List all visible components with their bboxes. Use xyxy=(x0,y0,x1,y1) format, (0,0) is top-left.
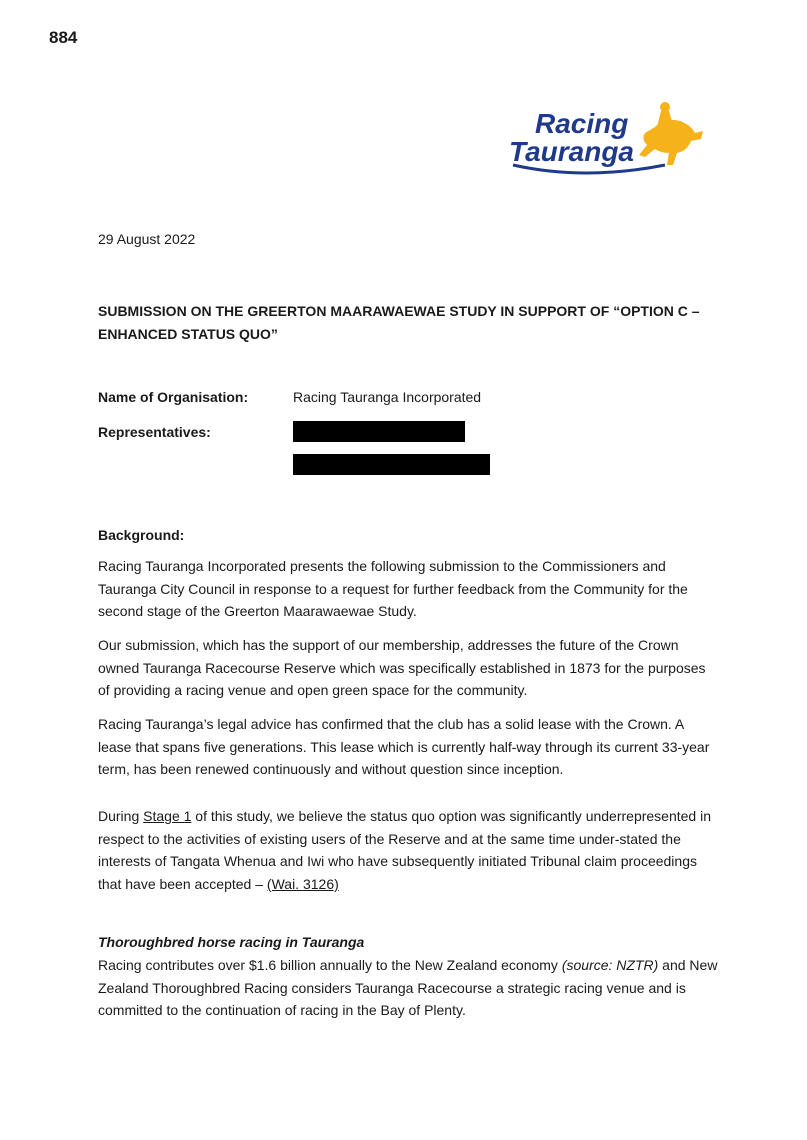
organisation-value: Racing Tauranga Incorporated xyxy=(293,389,482,405)
organisation-label: Name of Organisation: xyxy=(98,389,249,405)
svg-text:Racing: Racing xyxy=(535,108,629,139)
document-title: SUBMISSION ON THE GREERTON MAARAWAEWAE STUDY IN SUPPORT OF “OPTION C – ENHANCED STATUS QUO” xyxy=(98,303,700,342)
paragraph-text: Our submission, which has the support of our membership, addresses the future of the Crown owned Tauranga Racecourse Reserve which was specifically established in 1873 for the purposes of providing a racing venue and open green space for the community. xyxy=(98,637,706,699)
text-segment: Racing contributes over $1.6 billion annually to the New Zealand economy xyxy=(98,957,562,973)
thoroughbred-heading: Thoroughbred horse racing in Tauranga xyxy=(98,934,365,950)
wai-3126-link[interactable]: (Wai. 3126) xyxy=(266,875,339,892)
stage-1-link[interactable]: Stage 1 xyxy=(143,808,192,824)
text-segment: During xyxy=(98,808,144,824)
text-segment: of this study, we believe the status quo option was significantly underrepresented in respect to the activities of existing users of the Reserve and at the same time under-stated the interests of Tangata Whenua and Iwi who have subsequently initiated Tribunal claim proceedings that have been accepted – xyxy=(98,808,712,892)
source-citation: (source: NZTR) xyxy=(561,957,659,973)
paragraph-text xyxy=(98,805,718,895)
logo-graphic xyxy=(505,95,710,185)
background-paragraph-4 xyxy=(98,805,718,895)
background-paragraph-2 xyxy=(98,634,718,702)
redacted-representative-1 xyxy=(293,421,465,442)
paragraph-text: Racing Tauranga Incorporated presents the following submission to the Commissioners and Tauranga City Council in response to a request for further feedback from the Community for the second stage of the Greerton Maarawaewae Study. xyxy=(98,558,688,620)
thoroughbred-paragraph xyxy=(98,954,718,1022)
redacted-representative-2 xyxy=(293,454,490,475)
paragraph-text xyxy=(98,954,718,1022)
background-heading: Background: xyxy=(98,527,185,543)
paragraph-text: Racing Tauranga’s legal advice has confirmed that the club has a solid lease with the Crown. A lease that spans five generations. This lease which is currently half-way through its current 33-year term, has been renewed continuously and without question since inception. xyxy=(98,716,710,778)
document-date: 29 August 2022 xyxy=(98,231,196,247)
svg-text:Tauranga: Tauranga xyxy=(509,136,634,167)
page-number: 884 xyxy=(49,28,78,47)
text-segment: and New Zealand Thoroughbred Racing considers Tauranga Racecourse a strategic racing venue and is committed to the continuation of racing in the Bay of Plenty. xyxy=(98,957,718,1019)
background-paragraph-1 xyxy=(98,555,718,623)
racing-tauranga-logo xyxy=(505,95,710,185)
representatives-label: Representatives: xyxy=(98,424,211,440)
background-paragraph-3 xyxy=(98,713,718,781)
